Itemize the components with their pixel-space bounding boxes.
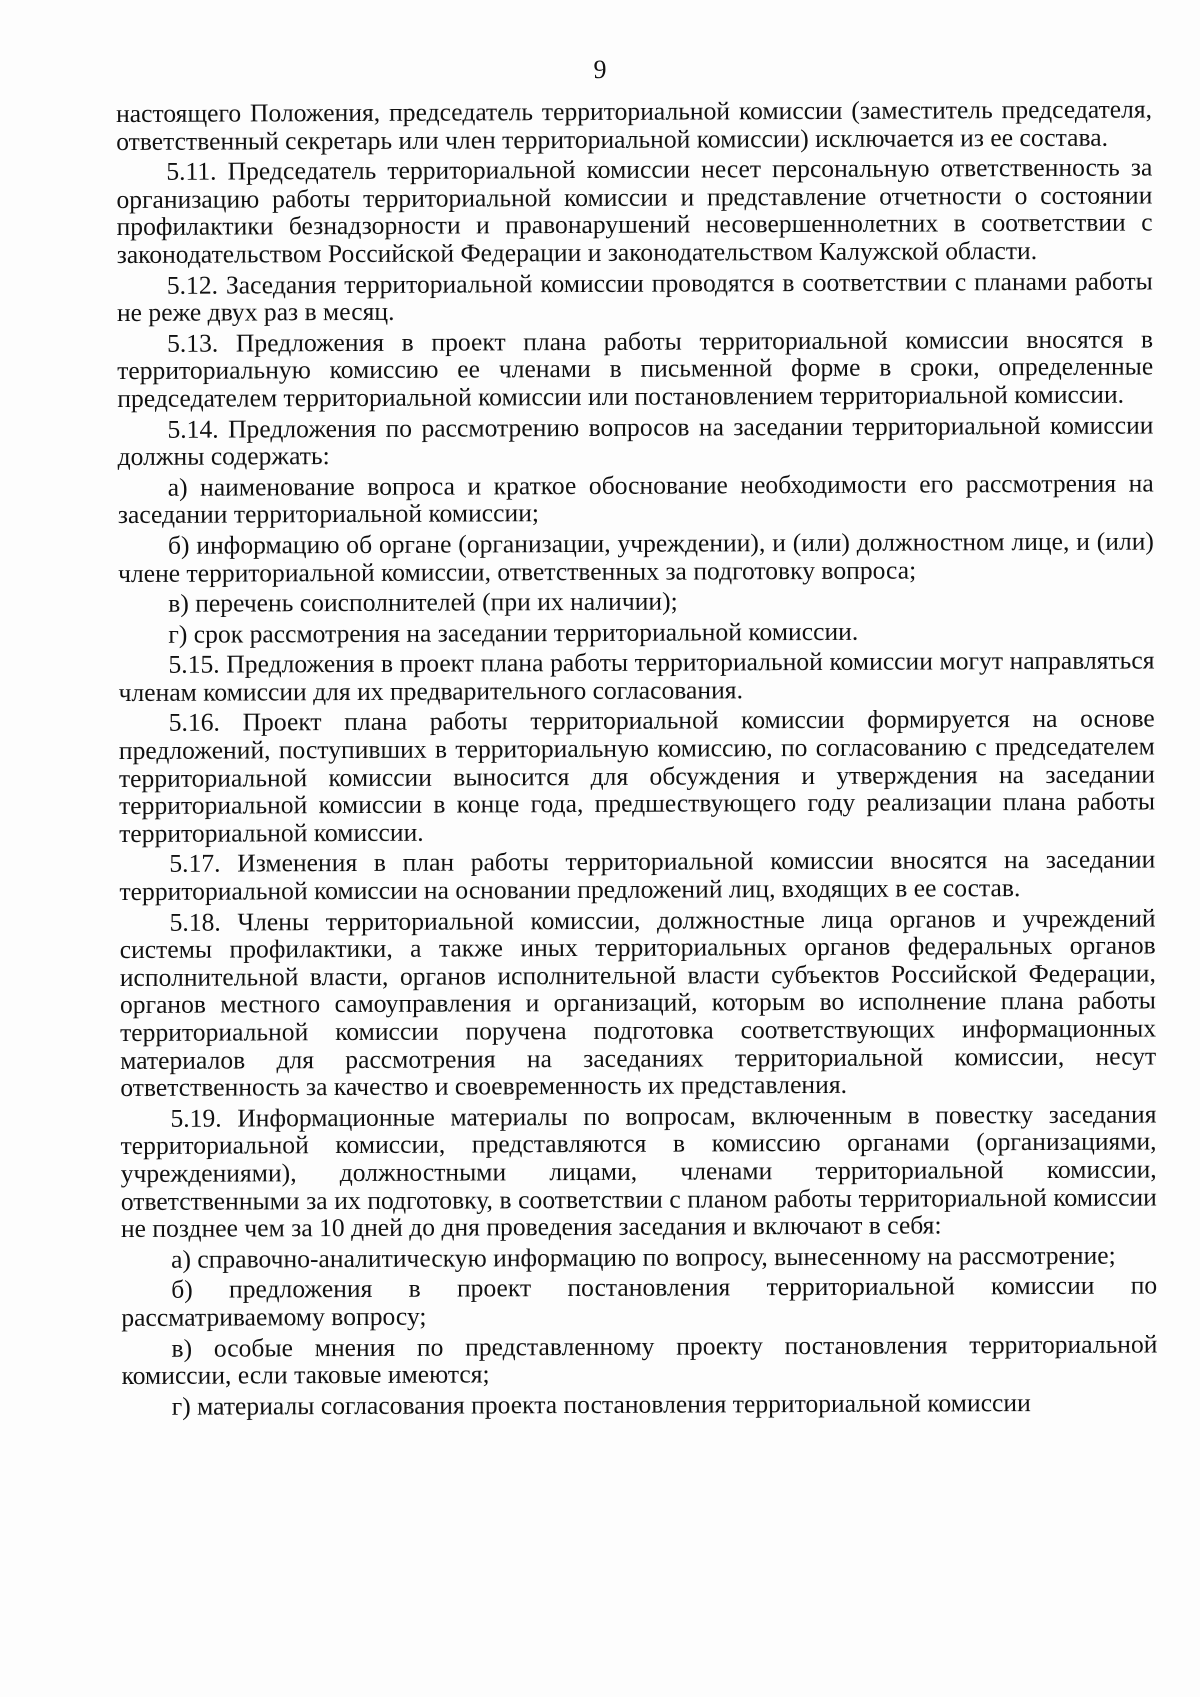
list-item-5-19-a: а) справочно-аналитическую информацию по вопросу, вынесенному на рассмотрение; [170, 1240, 1116, 1274]
list-item-5-19-b: б) предложения в проект постановления территориальной комиссии по рассматриваемому вопросу; [121, 1270, 1158, 1332]
list-item-5-14-a: а) наименование вопроса и краткое обоснование необходимости его рассмотрения на заседании территориальной комиссии; [117, 468, 1154, 530]
list-item-5-14-b: б) информацию об органе (организации, учреждении), и (или) должностном лице, и (или) члене территориальной комиссии, ответственных за подготовку вопроса; [118, 526, 1154, 588]
list-item-5-14-v: в) перечень соисполнителей (при их наличии); [168, 586, 678, 618]
paragraph-5-12: 5.12. Заседания территориальной комиссии проводятся в соответствии с планами работы не реже двух раз в месяц. [116, 266, 1153, 328]
page-number: 9 [593, 55, 607, 84]
paragraph-5-19: 5.19. Информационные материалы по вопросам, включенным в повестку заседания территориальной комиссии, представляются в комиссию органами (организациями, учреждениями), должностными лицами, членами территориальной комиссии, ответственными за их подготовку, в соответствии с планом работы территориальной комиссии не позднее чем за 10 дней до дня проведения заседания и включают в себя: [120, 1099, 1157, 1244]
paragraph-5-17: 5.17. Изменения в план работы территориальной комиссии вносятся на заседании территориальной комиссии на основании предложений лиц, входящих в ее состав. [119, 844, 1156, 907]
paragraph-5-13: 5.13. Предложения в проект плана работы территориальной комиссии вносятся в территориальную комиссию ее членами в письменной форме в сроки, определенные председателем территориальной комиссии или постановлением территориальной комиссии. [117, 324, 1154, 413]
document-body [116, 95, 1158, 1423]
paragraph-5-15: 5.15. Предложения в проект плана работы территориальной комиссии могут направляться членам комиссии для их предварительного согласования. [118, 645, 1155, 707]
list-item-5-14-g: г) срок рассмотрения на заседании территориальной комиссии. [168, 616, 859, 649]
paragraph-5-14: 5.14. Предложения по рассмотрению вопросов на заседании территориальной комиссии должны содержать: [117, 410, 1154, 472]
paragraph-5-18: 5.18. Члены территориальной комиссии, должностные лица органов и учреждений системы профилактики, а также иных территориальных органов федеральных органов исполнительной власти, органов исполнительной власти субъектов Российской Федерации, органов местного самоуправления и организаций, которым во исполнение плана работы территориальной комиссии поручена подготовка соответствующих информационных материалов для рассмотрения на заседаниях территориальной комиссии, несут ответственность за качество и своевременность их представления. [119, 903, 1157, 1103]
paragraph-5-11: 5.11. Председатель территориальной комиссии несет персональную ответственность за организацию работы территориальной комиссии и представление отчетности о состоянии профилактики безнадзорности и правонарушений несовершеннолетних в соответствии с законодательством Российской Федерации и законодательством Калужской области. [116, 152, 1153, 269]
paragraph-continuation: настоящего Положения, председатель территориальной комиссии (заместитель председателя, ответственный секретарь или член территориальной комиссии) исключается из ее состава. [115, 94, 1153, 156]
list-item-5-19-v: в) особые мнения по представленному проекту постановления территориальной комиссии, если таковые имеются; [121, 1328, 1158, 1391]
paragraph-5-16: 5.16. Проект плана работы территориальной комиссии формируется на основе предложений, поступивших в территориальную комиссию, по согласованию с председателем территориальной комиссии выносится для обсуждения и утверждения на заседании территориальной комиссии в конце года, предшествующего году реализации плана работы территориальной комиссии. [118, 703, 1156, 848]
list-item-5-19-g: г) материалы согласования проекта постановления территориальной комиссии [171, 1387, 1031, 1421]
